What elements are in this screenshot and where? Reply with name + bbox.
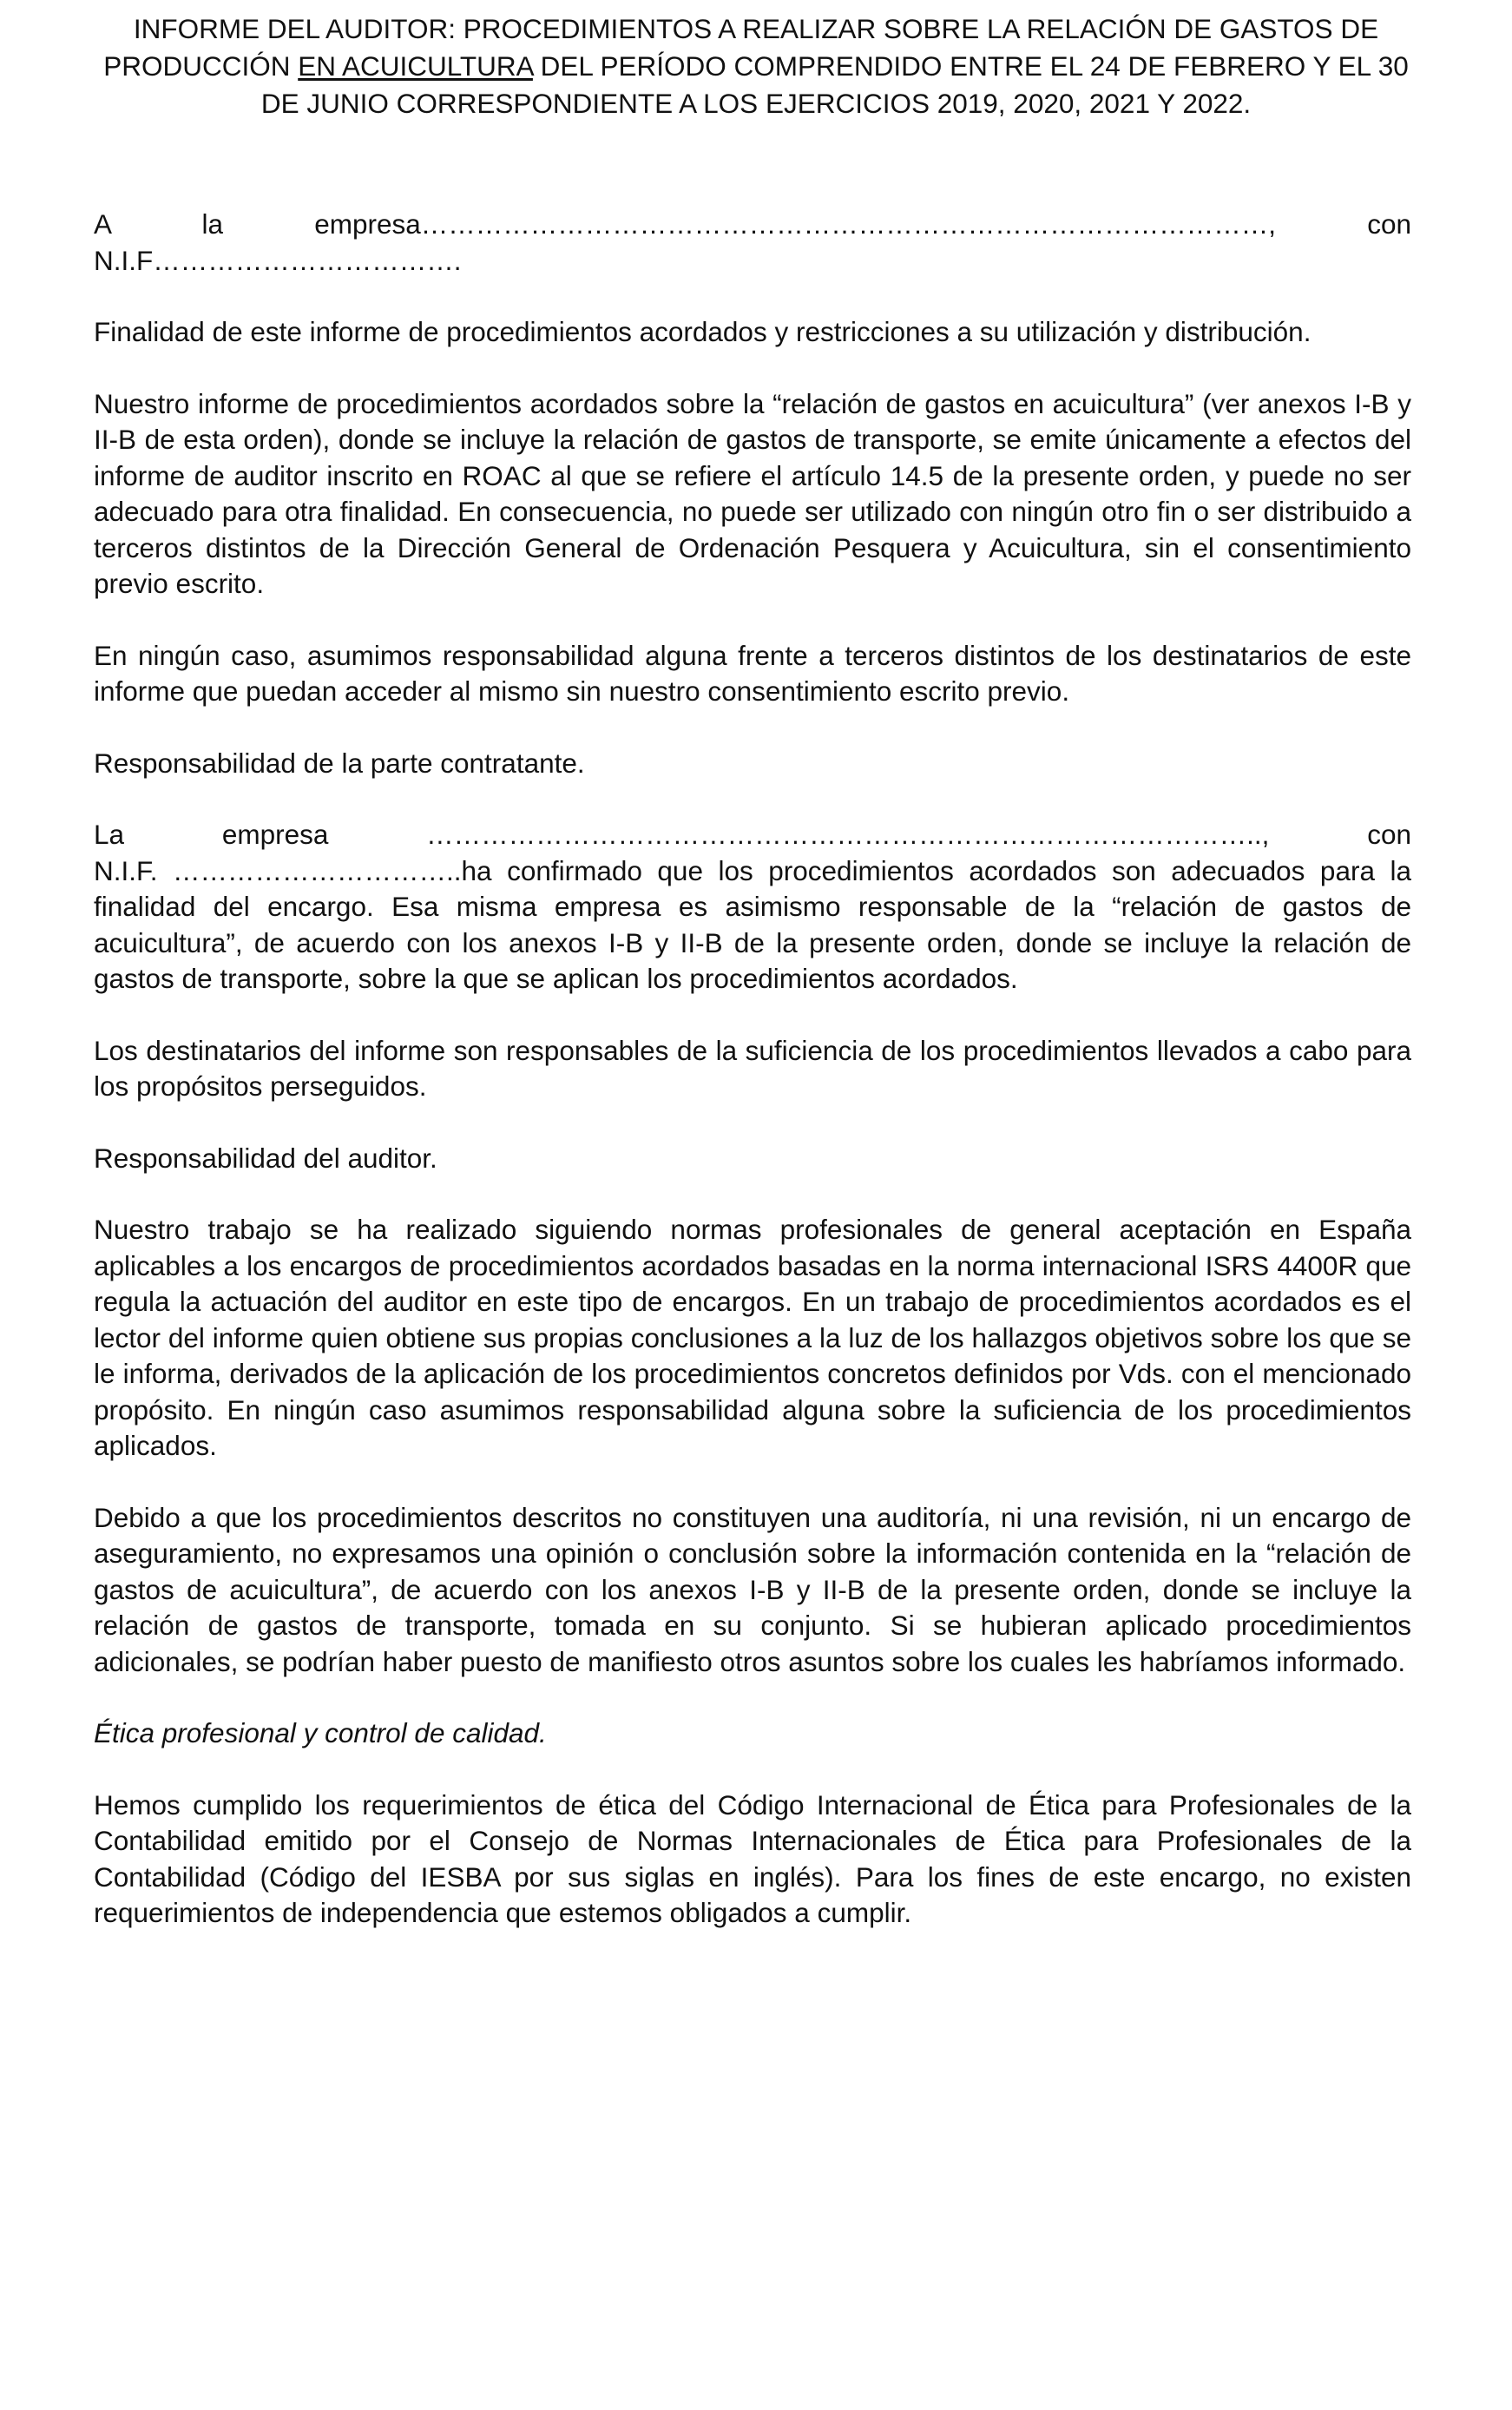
- ethics-paragraph: Hemos cumplido los requerimientos de ética del Código Internacional de Ética para Profesionales de la Contabilidad emitido por el Consejo de Normas Internacionales de Ética para Profesionales de la Contabilidad (Código del IESBA por sus siglas en inglés). Para los fines de este encargo, no existen requerimientos de independencia que estemos obligados a cumplir.: [94, 1788, 1411, 1928]
- client-responsibility-heading: Responsabilidad de la parte contratante.: [94, 747, 585, 779]
- purpose-paragraph-1: Nuestro informe de procedimientos acordados sobre la “relación de gastos en acuicultura” (ver anexos I-B y II-B de esta orden), donde se incluye la relación de gastos de transporte, se emite únicamente a efectos del informe de auditor inscrito en ROAC al que se refiere el artículo 14.5 de la presente orden, y puede no ser adecuado para otra finalidad. En consecuencia, no puede ser utilizado con ningún otro fin o ser distribuido a terceros distintos de la Dirección General de Ordenación Pesquera y Acuicultura, sin el consentimiento previo escrito.: [94, 387, 1411, 599]
- report-body: [94, 207, 1411, 1967]
- purpose-paragraph-2: En ningún caso, asumimos responsabilidad alguna frente a terceros distintos de los destinatarios de este informe que puedan acceder al mismo sin nuestro consentimiento escrito previo.: [94, 639, 1411, 707]
- auditor-responsibility-paragraph-2: Debido a que los procedimientos descritos no constituyen una auditoría, ni una revisión, ni un encargo de aseguramiento, no expresamos una opinión o conclusión sobre la información contenida en la “relación de gastos de acuicultura”, de acuerdo con los anexos I-B y II-B de la presente orden, donde se incluye la relación de gastos de transporte, tomada en su conjunto. Si se hubieran aplicado procedimientos adicionales, se podrían haber puesto de manifiesto otros asuntos sobre los cuales les habríamos informado.: [94, 1501, 1411, 1677]
- report-title: [87, 10, 1425, 122]
- title-part-1: INFORME DEL AUDITOR: PROCEDIMIENTOS A REALIZAR SOBRE LA RELACIÓN DE GASTOS DE PRODUCCIÓN: [103, 13, 1379, 82]
- client-responsibility-paragraph-2: Los destinatarios del informe son responsables de la suficiencia de los procedimientos llevados a cabo para los propósitos perseguidos.: [94, 1034, 1411, 1102]
- client-responsibility-paragraph-1: [94, 817, 1411, 998]
- title-part-2: DEL PERÍODO COMPRENDIDO ENTRE EL 24 DE FEBRERO Y EL 30 DE JUNIO CORRESPONDIENTE A LOS EJERCICIOS 2019, 2020, 2021 Y 2022.: [260, 50, 1409, 119]
- purpose-heading: Finalidad de este informe de procedimientos acordados y restricciones a su utilización y distribución.: [94, 316, 1311, 347]
- addressee-line-2: N.I.F…………………………….: [94, 244, 462, 276]
- addressee-line-1: A la empresa…………………………………………………………………………………, con: [94, 208, 1411, 240]
- title-underlined: EN ACUICULTURA: [298, 50, 533, 82]
- auditor-responsibility-paragraph-1: Nuestro trabajo se ha realizado siguiendo normas profesionales de general aceptación en España aplicables a los encargos de procedimientos acordados basadas en la norma internacional ISRS 4400R que regula la actuación del auditor en este tipo de encargos. En un trabajo de procedimientos acordados es el lector del informe quien obtiene sus propias conclusiones a la luz de los hallazgos objetivos sobre los que se le informa, derivados de la aplicación de los procedimientos concretos definidos por Vds. con el mencionado propósito. En ningún caso asumimos responsabilidad alguna sobre la suficiencia de los procedimientos aplicados.: [94, 1214, 1411, 1461]
- ethics-heading: Ética profesional y control de calidad.: [94, 1717, 547, 1748]
- auditor-responsibility-heading: Responsabilidad del auditor.: [94, 1142, 437, 1174]
- client-paragraph-text: N.I.F. …………………………..ha confirmado que los procedimientos acordados son adecuados para la finalidad del encargo. Esa misma empresa es asimismo responsable de la “relación de gastos de acuicultura”, de acuerdo con los anexos I-B y II-B de la presente orden, donde se incluye la relación de gastos de transporte, sobre la que se aplican los procedimientos acordados.: [94, 854, 1411, 994]
- client-company-line: La empresa ……………………………………………………………………………….., con: [94, 819, 1411, 850]
- addressee-block: [94, 207, 1411, 279]
